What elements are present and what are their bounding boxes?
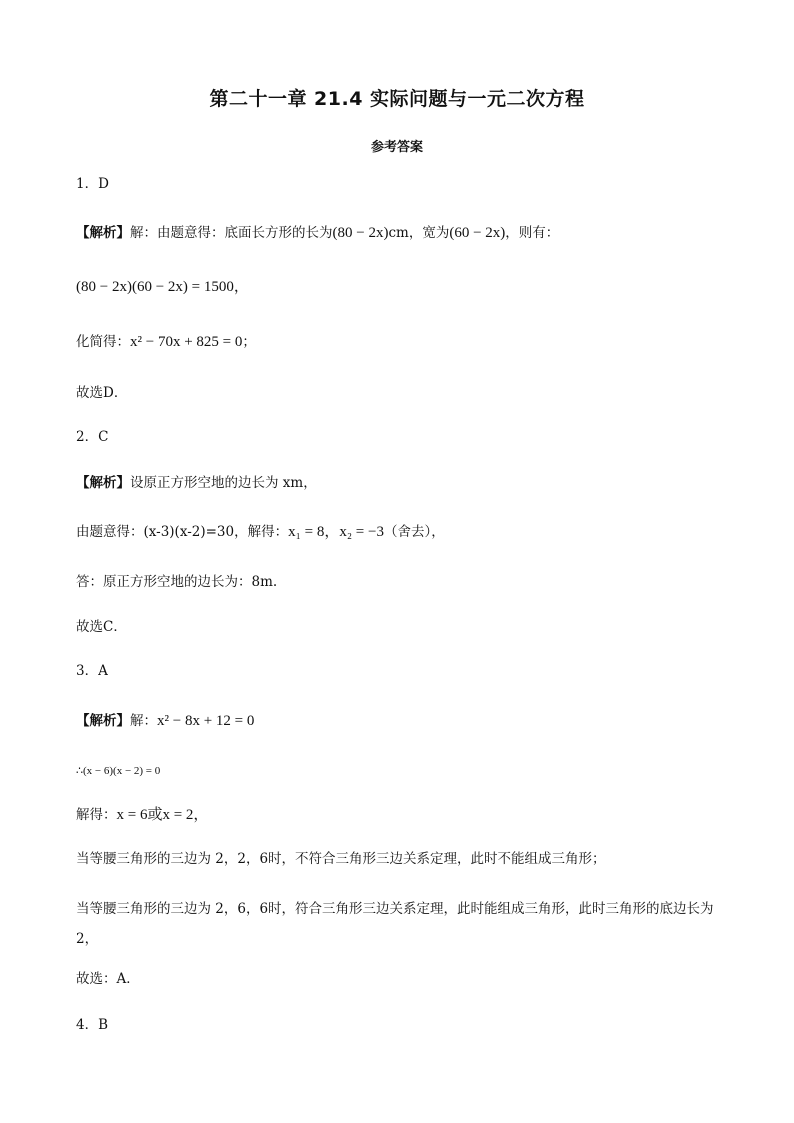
q1-analysis-tag: 【解析】 — [76, 225, 130, 241]
q3-choice: 故选：A． — [76, 971, 140, 987]
q1-unit-text: cm，宽为 — [388, 225, 450, 241]
q2-setup-line — [76, 472, 734, 494]
q2-setup-text: 设原正方形空地的边长为 xm， — [130, 475, 317, 491]
q3-solutions: x = 6或x = 2， — [116, 807, 209, 823]
q1-length-expression: (80 − 2x) — [332, 225, 389, 241]
q3-case-two: 当等腰三角形的三边为 2，6，6时，符合三角形三边关系定理，此时能组成三角形，此时三角形的底边长为 2， — [76, 901, 714, 947]
q2-analysis-tag: 【解析】 — [76, 475, 130, 491]
q1-simplify-label: 化简得： — [76, 334, 130, 350]
q2-equation-lead: 由题意得：(x-3)(x-2)=30，解得： — [76, 524, 289, 540]
q1-explanation-line — [76, 222, 734, 244]
q1-width-expression: (60 − 2x) — [449, 225, 506, 241]
q3-solve-label: 解得： — [76, 807, 117, 823]
q2-choice: 故选C． — [76, 619, 127, 635]
page-subtitle: 参考答案 — [370, 140, 423, 155]
q1-then-text: ，则有： — [505, 225, 560, 241]
q2-equation-line — [76, 521, 734, 543]
q3-analysis-tag: 【解析】 — [76, 713, 130, 729]
q3-equation: x² − 8x + 12 = 0 — [157, 713, 255, 729]
q1-choice: 故选D． — [76, 385, 128, 401]
q1-simplify-line — [76, 331, 734, 353]
q2-discard-text: （舍去）， — [383, 524, 445, 540]
q4-answer: 4．B — [76, 1017, 109, 1033]
q2-answer: 2．C — [76, 429, 109, 445]
q3-solve-line — [76, 804, 734, 826]
q3-answer: 3．A — [76, 663, 108, 679]
q3-equation-line — [76, 710, 734, 732]
q3-case-one: 当等腰三角形的三边为 2，2，6时，不符合三角形三边关系定理，此时不能组成三角形； — [76, 851, 606, 867]
q1-lead-text: 解：由题意得：底面长方形的长为 — [130, 225, 333, 241]
q2-roots: x₁ = 8，x₂ = −3 — [288, 524, 384, 540]
q2-conclusion: 答：原正方形空地的边长为：8m. — [76, 574, 278, 590]
q3-factored-equation: ∴(x − 6)(x − 2) = 0 — [76, 765, 161, 777]
page-title: 第二十一章 21.4 实际问题与一元二次方程 — [209, 88, 585, 110]
q1-equation: (80 − 2x)(60 − 2x) = 1500， — [76, 279, 249, 295]
q1-simplified-equation: x² − 70x + 825 = 0 — [130, 334, 243, 350]
q3-lead-text: 解： — [130, 713, 157, 729]
q1-simplify-end: ； — [242, 334, 256, 350]
q1-answer: 1．D — [76, 176, 109, 192]
